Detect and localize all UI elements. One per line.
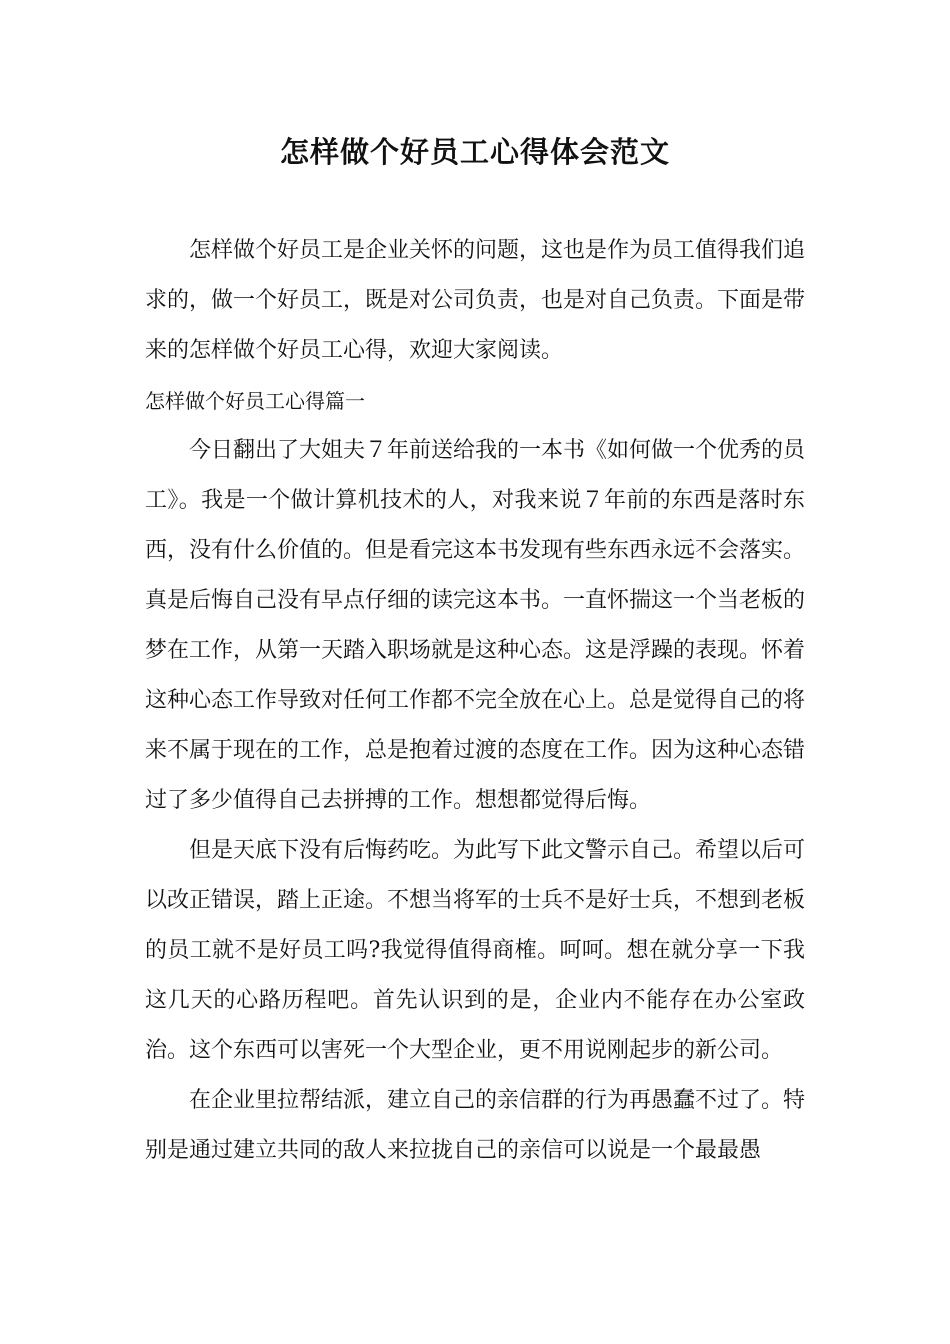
body-paragraph: 在企业里拉帮结派，建立自己的亲信群的行为再愚蠢不过了。特别是通过建立共同的敌人来拉拢自己的亲信可以说是一个最最愚 bbox=[145, 1088, 806, 1163]
intro-paragraph: 怎样做个好员工是企业关怀的问题，这也是作为员工值得我们追求的，做一个好员工，既是对公司负责，也是对自己负责。下面是带来的怎样做个好员工心得，欢迎大家阅读。 bbox=[145, 238, 806, 363]
document-body bbox=[145, 226, 805, 1176]
body-paragraph: 今日翻出了大姐夫７年前送给我的一本书《如何做一个优秀的员工》。我是一个做计算机技术的人，对我来说７年前的东西是落时东西，没有什么价值的。但是看完这本书发现有些东西永远不会落实。真是后悔自己没有早点仔细的读完这本书。一直怀揣这一个当老板的梦在工作，从第一天踏入职场就是这种心态。这是浮躁的表现。怀着这种心态工作导致对任何工作都不完全放在心上。总是觉得自己的将来不属于现在的工作，总是抱着过渡的态度在工作。因为这种心态错过了多少值得自己去拼搏的工作。想想都觉得后悔。 bbox=[145, 438, 806, 813]
document-title: 怎样做个好员工心得体会范文 bbox=[279, 135, 670, 169]
body-paragraph: 但是天底下没有后悔药吃。为此写下此文警示自己。希望以后可以改正错误，踏上正途。不想当将军的士兵不是好士兵，不想到老板的员工就不是好员工吗?我觉得值得商榷。呵呵。想在就分享一下我这几天的心路历程吧。首先认识到的是，企业内不能存在办公室政治。这个东西可以害死一个大型企业，更不用说刚起步的新公司。 bbox=[145, 838, 806, 1063]
section-heading: 怎样做个好员工心得篇一 bbox=[145, 389, 365, 413]
